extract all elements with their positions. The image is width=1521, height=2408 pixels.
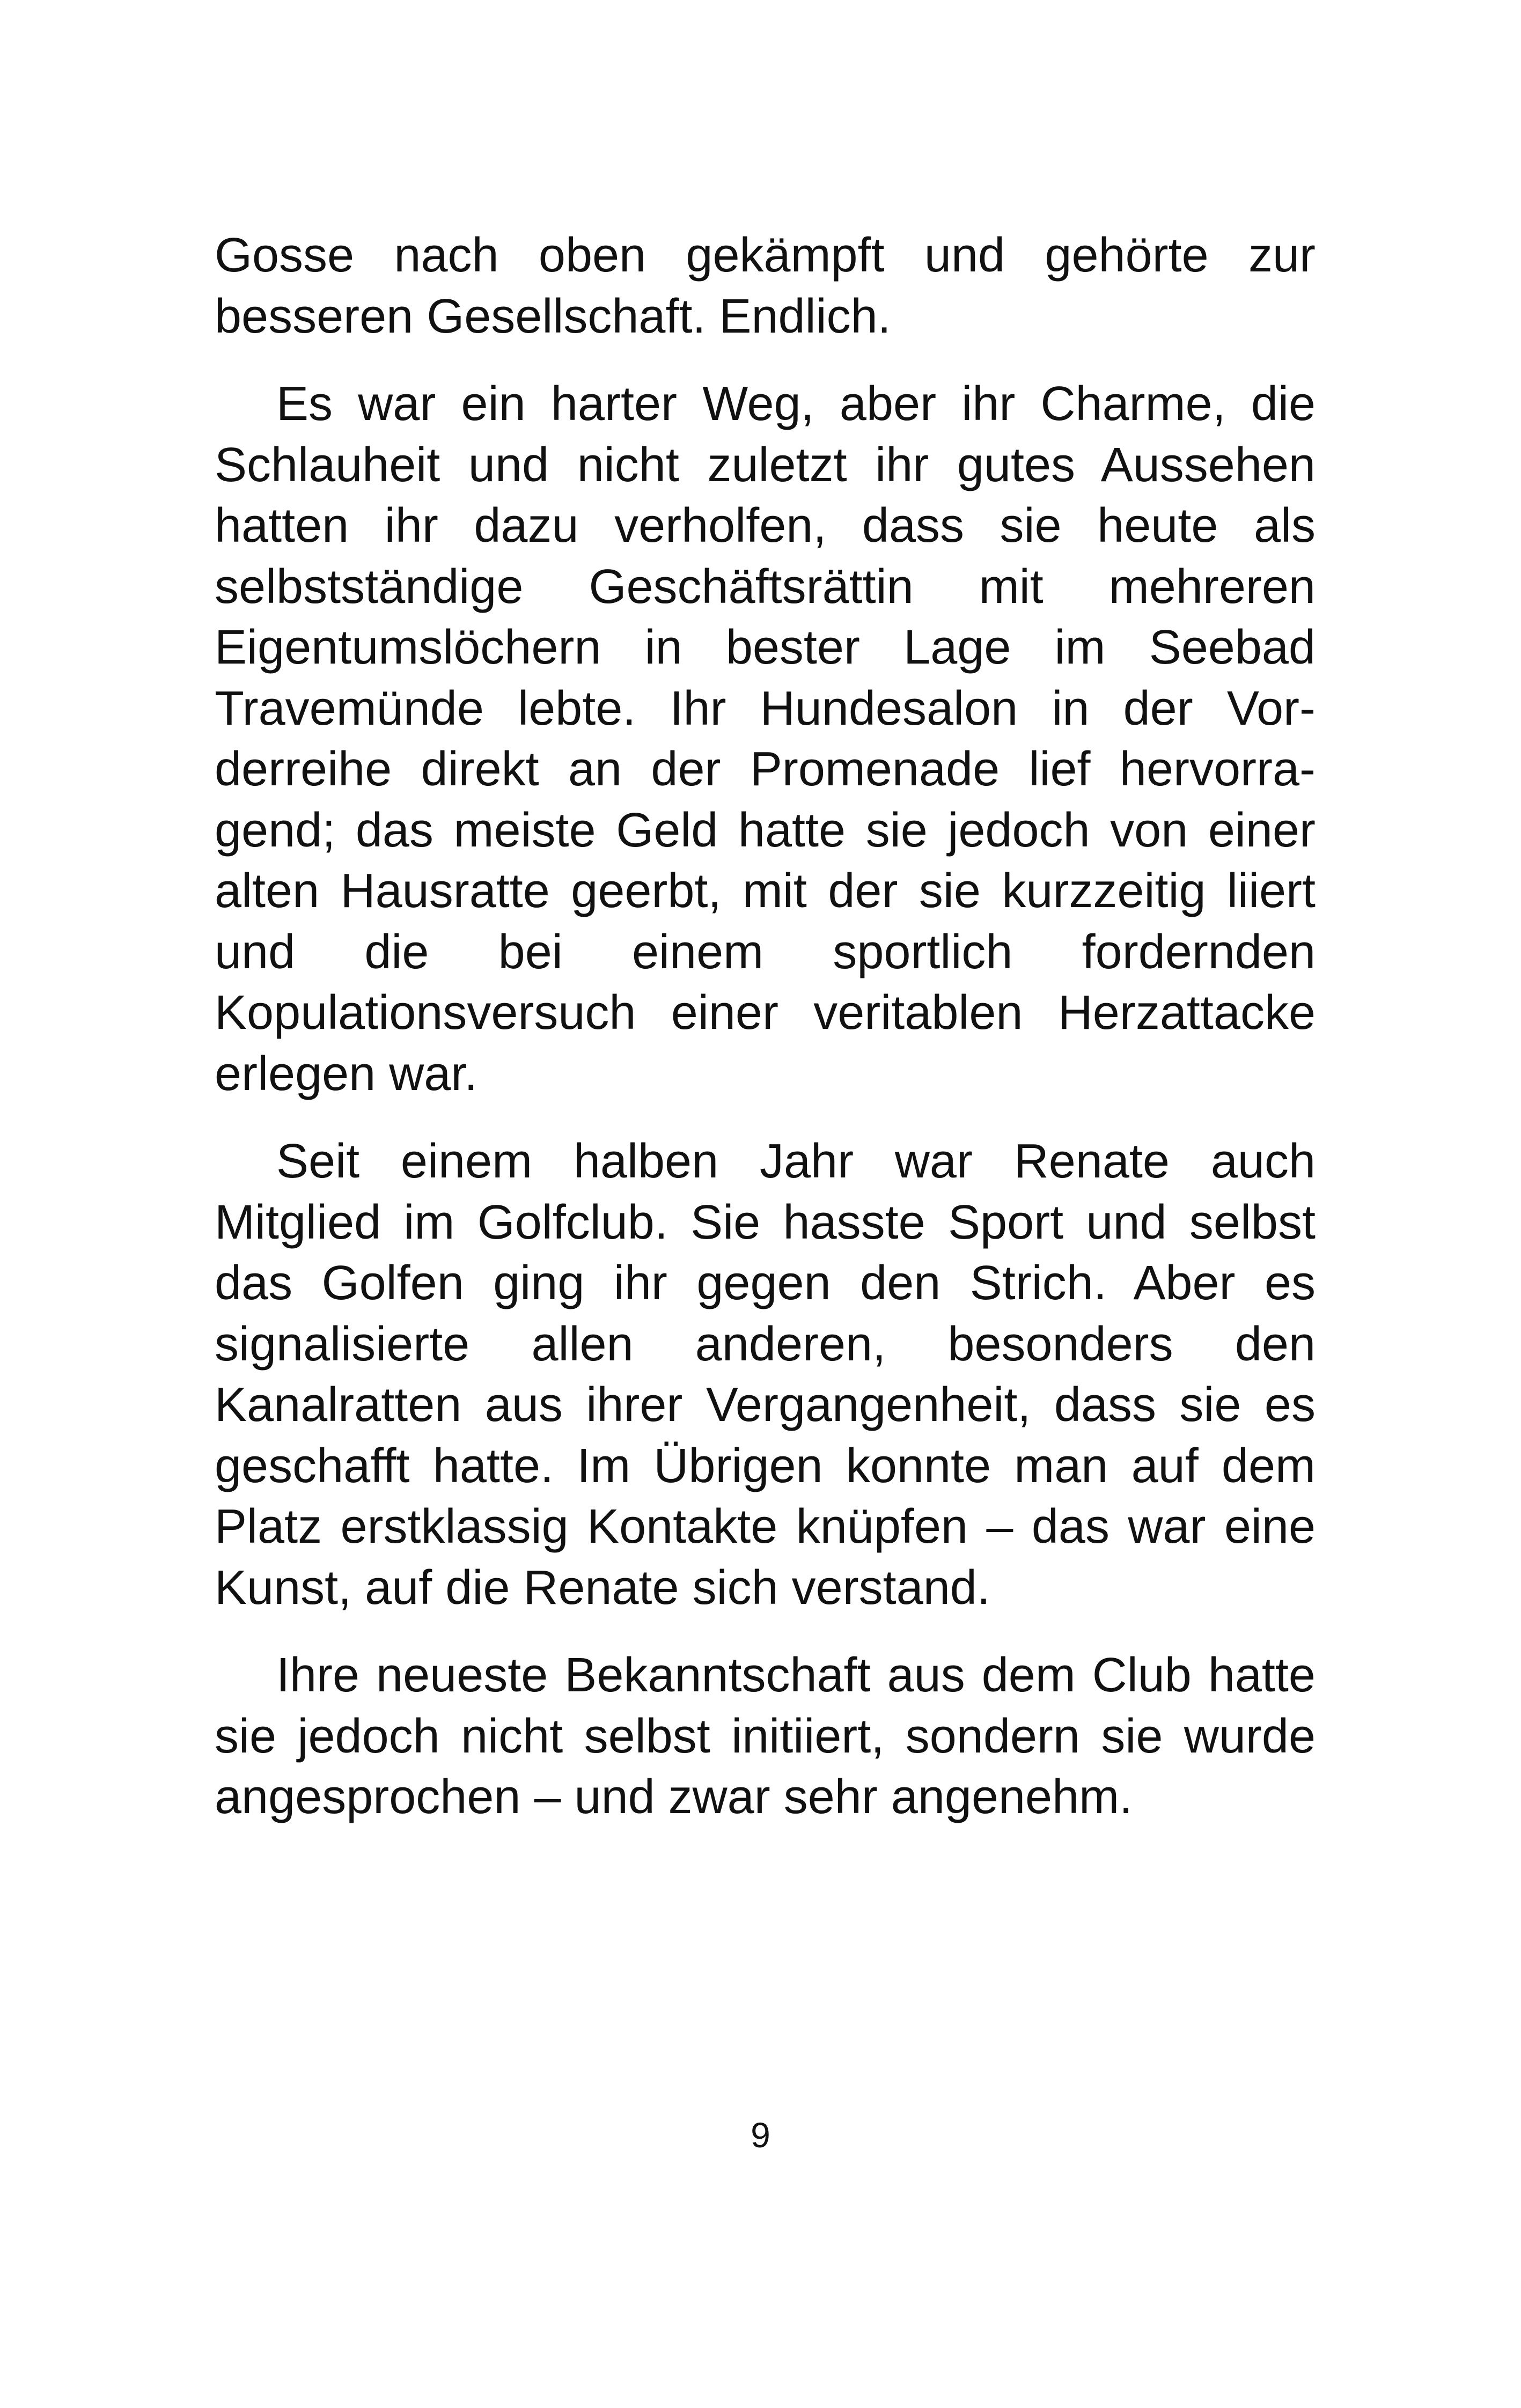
page-number: 9 <box>751 2115 770 2155</box>
paragraph-3: Seit einem halben Jahr war Renate auch Mitglied im Golfclub. Sie hasste Sport und selbst das Golfen ging ihr gegen den Strich. Aber es signalisierte allen anderen, besonders den Kanalratten aus ihrer Vergangenheit, dass sie es geschafft hatte. Im Übrigen konnte man auf dem Platz erstklassig Kontakte knüpfen – das war eine Kunst, auf die Renate sich verstand. <box>215 1135 1316 1615</box>
paragraph-4: Ihre neueste Bekanntschaft aus dem Club hatte sie jedoch nicht selbst initiiert, sondern sie wurde angesprochen – und zwar sehr angenehm. <box>215 1648 1316 1824</box>
paragraph-1: Gosse nach oben gekämpft und gehörte zur besseren Gesellschaft. Endlich. <box>215 229 1316 343</box>
paragraph-2: Es war ein harter Weg, aber ihr Charme, die Schlauheit und nicht zuletzt ihr gutes Aussehen hatten ihr dazu verholfen, dass sie heute als selbstständige Geschäftsrättin mit mehreren Eigentumslöchern in bester Lage im Seebad Travemünde lebte. Ihr Hundesalon in der Vorderreihe direkt an der Promenade lief hervorragend; das meiste Geld hatte sie jedoch von einer alten Hausratte geerbt, mit der sie kurzzeitig liiert und die bei einem sportlich fordernden Kopulationsversuch einer veritablen Herzattacke erlegen war. <box>215 377 1316 1101</box>
body-text <box>215 225 1316 1828</box>
